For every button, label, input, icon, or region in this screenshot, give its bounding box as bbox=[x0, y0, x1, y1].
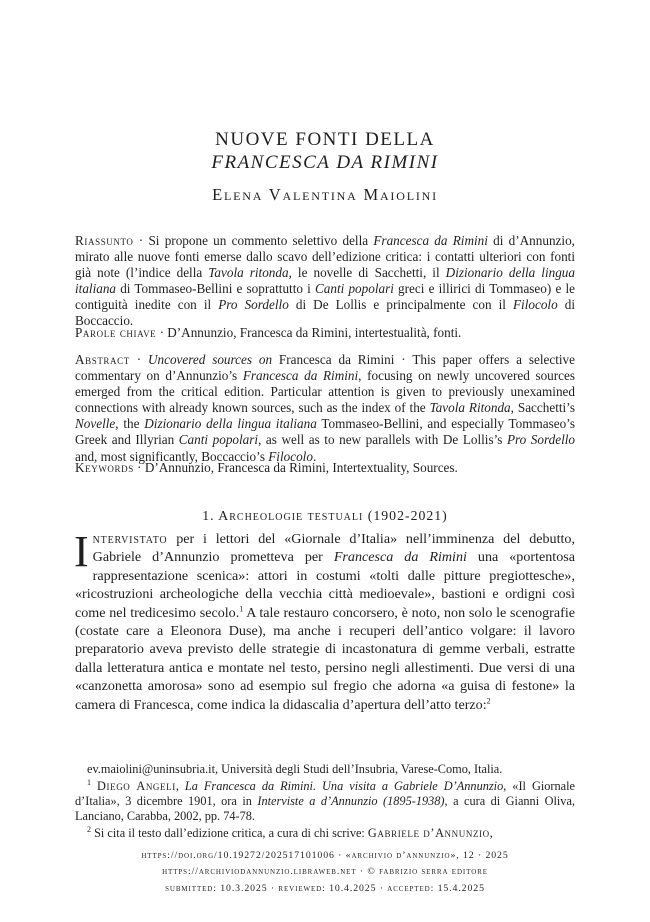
footnote-1-italic: La Francesca da Rimini. Una visita a Gabriele D’Annunzio bbox=[184, 779, 504, 793]
body-text-span: per i lettori del «Giornale d’Italia» nell’imminenza del debutto, Gabriele d’Annunzio prometteva per bbox=[92, 531, 575, 566]
footer-website-line[interactable]: https://archiviodannunzio.libraweb.net · © fabrizio serra editore bbox=[162, 866, 488, 877]
footer-doi-line[interactable]: https://doi.org/10.19272/202517101006 · «archivio d’annunzio», 12 · 2025 bbox=[141, 850, 509, 861]
abstract-text: Tommaseo-Bellini, and especially Tommaseo’s Greek and Illyrian bbox=[75, 416, 575, 448]
section-number: 1. bbox=[202, 508, 215, 523]
abstract-italic: Pro Sordello bbox=[506, 432, 576, 448]
section-title: Archeologie testuali (1902-2021) bbox=[218, 508, 448, 523]
abstract-italic: Uncovered sources on bbox=[147, 352, 273, 367]
footer-dates-line: submitted: 10.3.2025 · reviewed: 10.4.2025 · accepted: 15.4.2025 bbox=[165, 883, 485, 894]
riassunto-text: , le novelle di Sacchetti, il bbox=[288, 265, 446, 281]
parole-chiave-block bbox=[75, 325, 575, 341]
abstract-sep: · bbox=[129, 352, 148, 367]
article-author: Elena Valentina Maiolini bbox=[212, 185, 438, 204]
footnote-1-italic: Interviste a d’Annunzio (1895-1938) bbox=[257, 794, 445, 809]
first-word: ntervistato bbox=[92, 531, 168, 547]
riassunto-block bbox=[75, 233, 575, 330]
keywords-sep: · bbox=[133, 460, 145, 475]
abstract-block bbox=[75, 352, 575, 465]
body-paragraph bbox=[74, 527, 575, 714]
abstract-italic: Francesca da Rimini bbox=[242, 368, 359, 384]
footnote-2 bbox=[75, 826, 575, 841]
footnote-ref-2[interactable]: 2 bbox=[486, 695, 491, 705]
title-line-1: NUOVE FONTI DELLA bbox=[215, 129, 435, 150]
footnote-1 bbox=[75, 779, 575, 825]
section-heading bbox=[75, 508, 575, 524]
abstract-text: . bbox=[312, 448, 317, 464]
keywords-label: Keywords bbox=[75, 460, 134, 475]
footnote-2-mark: 2 bbox=[87, 824, 91, 834]
footnote-1-text: , a cura di Gianni Oliva, Lanciano, Carabba, 2002, pp. 74-78. bbox=[75, 794, 575, 824]
keywords-text: D’Annunzio, Francesca da Rimini, Intertextuality, Sources. bbox=[144, 460, 458, 475]
footnote-2-text: , bbox=[489, 826, 493, 840]
footnote-1-mark: 1 bbox=[87, 777, 91, 787]
abstract-italic: Canti popolari bbox=[178, 432, 259, 448]
riassunto-text: Si propone un commento selettivo della bbox=[148, 233, 374, 248]
riassunto-text: di Tommaseo-Bellini e soprattutto i bbox=[116, 281, 315, 297]
body-text-span: una «portentosa rappresentazione scenica»: attori in costumi «tolti dalle pitture pregiottesche», «ricostruzioni archeologiche della vecchia città medioevale», bastioni e ordigni così come nel tredicesimo secolo. bbox=[75, 549, 575, 621]
footnote-1-author: Diego Angeli bbox=[97, 779, 176, 793]
abstract-text: , focusing on newly uncovered sources emerged from the critical edition. Particular attention is given to previously unexamined connections with already known sources, such as the index of the bbox=[75, 368, 575, 416]
footnote-2-text: Si cita il testo dall’edizione critica, a cura di chi scrive: bbox=[94, 826, 368, 840]
riassunto-italic: Francesca da Rimini bbox=[373, 233, 488, 248]
riassunto-italic: Canti popolari bbox=[314, 281, 394, 297]
parole-chiave-label: Parole chiave bbox=[75, 325, 157, 340]
body-text-span: A tale restauro concorsero, è noto, non solo le scenografie (costate care a Eleonora Duse), ma anche i recuperi dell’antico volgare: il lavoro preparatorio aveva previsto delle strategie di incastonatura di gemme verbali, estratte dalla letteratura antica e montate nel testo, persino negli allestimenti. Due versi di una «canzonetta amorosa» sono ad esempio sul fregio che adorna «a guisa di festone» la camera di Francesca, come indica la didascalia d’apertura dell’atto terzo: bbox=[75, 604, 575, 713]
drop-cap: I bbox=[74, 527, 89, 576]
riassunto-text: di Boccaccio. bbox=[75, 297, 575, 329]
footnote-2-author: Gabriele d’Annunzio bbox=[367, 826, 490, 840]
parole-chiave-sep: · bbox=[156, 325, 168, 340]
riassunto-label: Riassunto bbox=[75, 233, 134, 248]
footnote-1-text: , bbox=[175, 779, 185, 793]
keywords-block bbox=[75, 460, 575, 476]
footnote-1-text: , «Il Giornale d’Italia», 3 dicembre 1901, ora in bbox=[75, 779, 576, 809]
parole-chiave-text: D’Annunzio, Francesca da Rimini, intertestualità, fonti. bbox=[167, 325, 462, 340]
riassunto-italic: Filocolo bbox=[512, 297, 558, 313]
abstract-italic: Dizionario della lingua italiana bbox=[144, 416, 317, 432]
riassunto-text: di De Lollis e principalmente con il bbox=[288, 297, 513, 313]
abstract-italic: Filocolo bbox=[268, 448, 313, 464]
body-italic: Francesca da Rimini bbox=[333, 549, 467, 566]
riassunto-text: di d’Annunzio, mirato alle nuove fonti emerse dallo scavo dell’edizione critica: i contatti ulteriori con fonti già note (l’indice della bbox=[75, 233, 575, 281]
riassunto-italic: Dizionario della lingua italiana bbox=[75, 265, 575, 297]
riassunto-sep: · bbox=[133, 233, 149, 248]
author-affiliation-note: ev.maiolini@uninsubria.it, Università degli Studi dell’Insubria, Varese-Como, Italia. bbox=[87, 762, 503, 776]
riassunto-italic: Tavola ritonda bbox=[208, 265, 289, 281]
abstract-text: Francesca da Rimini · This paper offers a selective commentary on d’Annunzio’s bbox=[75, 352, 575, 384]
abstract-label: Abstract bbox=[75, 352, 130, 367]
footnote-ref-1[interactable]: 1 bbox=[239, 603, 244, 613]
article-title bbox=[75, 128, 575, 174]
abstract-text: , the bbox=[115, 416, 145, 432]
abstract-italic: Novelle bbox=[75, 416, 116, 432]
abstract-italic: Tavola Ritonda bbox=[429, 400, 511, 416]
title-line-2: FRANCESCA DA RIMINI bbox=[211, 152, 439, 173]
riassunto-italic: Pro Sordello bbox=[218, 297, 289, 313]
riassunto-text: greci e illirici di Tommaseo) e le contiguità inedite con il bbox=[75, 281, 575, 313]
abstract-text: , Sacchetti’s bbox=[510, 400, 575, 416]
abstract-text: , as well as to new parallels with De Lollis’s bbox=[258, 432, 507, 448]
abstract-text: and, most significantly, Boccaccio’s bbox=[75, 448, 269, 464]
